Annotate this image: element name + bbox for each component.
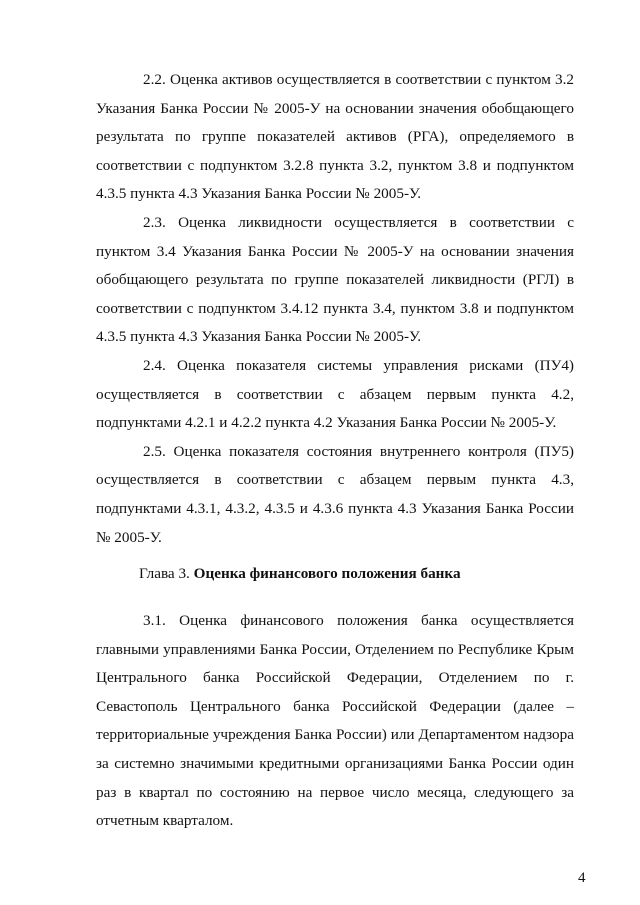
chapter-title: Оценка финансового положения банка (193, 565, 461, 582)
page-number: 4 (578, 870, 586, 886)
paragraph-2-3: 2.3. Оценка ликвидности осуществляется в соответствии с пунктом 3.4 Указания Банка России № 2005-У на основании значения обобщающего результата по группе показателей ликвидности (РГЛ) в соответствии с подпунктом 3.4.12 пункта 3.4, пунктом 3.8 и подпунктом 4.3.5 пункта 4.3 Указания Банка России № 2005-У. (96, 213, 574, 346)
chapter-heading (139, 560, 461, 588)
paragraph-2-5: 2.5. Оценка показателя состояния внутреннего контроля (ПУ5) осуществляется в соответствии с абзацем первым пункта 4.3, подпунктами 4.3.1, 4.3.2, 4.3.5 и 4.3.6 пункта 4.3 Указания Банка России № 2005-У. (96, 442, 574, 546)
chapter-prefix: Глава 3. (139, 565, 194, 582)
section-3-body (96, 607, 574, 836)
paragraph-2-4: 2.4. Оценка показателя системы управления рисками (ПУ4) осуществляется в соответствии с абзацем первым пункта 4.2, подпунктами 4.2.1 и 4.2.2 пункта 4.2 Указания Банка России № 2005-У. (96, 356, 574, 432)
paragraph-3-1: 3.1. Оценка финансового положения банка осуществляется главными управлениями Банка России, Отделением по Республике Крым Центрального банка Российской Федерации, Отделением по г. Севастополь Центрального банка Российской Федерации (далее – территориальные учреждения Банка России) или Департаментом надзора за системно значимыми кредитными организациями Банка России один раз в квартал по состоянию на первое число месяца, следующего за отчетным кварталом. (96, 612, 574, 830)
section-2-body (96, 66, 574, 552)
paragraph-2-2: 2.2. Оценка активов осуществляется в соответствии с пунктом 3.2 Указания Банка России № 2005-У на основании значения обобщающего результата по группе показателей активов (РГА), определяемого в соответствии с подпунктом 3.2.8 пункта 3.2, пунктом 3.8 и подпунктом 4.3.5 пункта 4.3 Указания Банка России № 2005-У. (96, 71, 574, 203)
